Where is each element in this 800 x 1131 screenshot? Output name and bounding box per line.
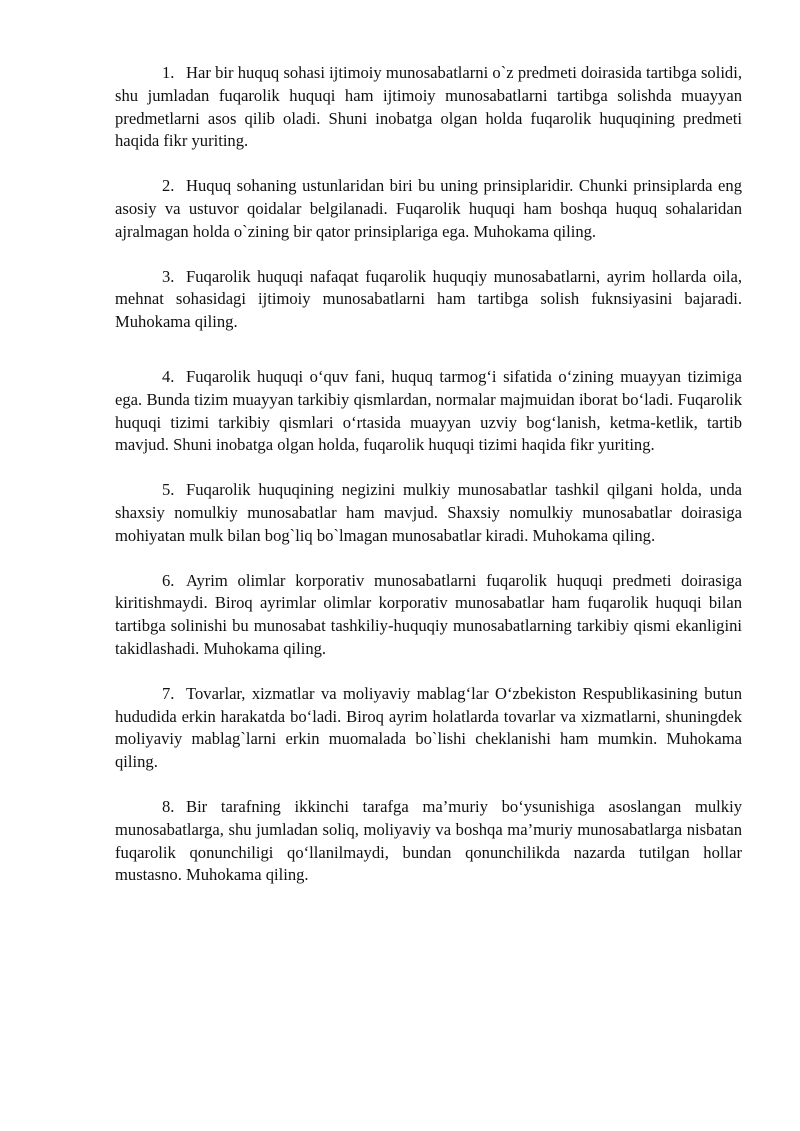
item-text: Fuqarolik huquqi nafaqat fuqarolik huquqiy munosabatlarni, ayrim hollarda oila, mehnat sohasidagi ijtimoiy munosabatlarni ham tartibga solish fuknsiyasini bajaradi. Muhokama qiling. bbox=[115, 266, 742, 332]
list-item-8 bbox=[115, 796, 742, 887]
item-text: Har bir huquq sohasi ijtimoiy munosabatlarni o`z predmeti doirasida tartibga solidi, shu jumladan fuqarolik huquqi ham ijtimoiy munosabatlarni tartibga solishda muayyan predmetlarni asos qilib oladi. Shuni inobatga olgan holda fuqarolik huquqining predmeti haqida fikr yuriting. bbox=[115, 63, 742, 151]
item-number: 7. bbox=[162, 683, 175, 703]
item-text: Huquq sohaning ustunlaridan biri bu uning prinsiplaridir. Chunki prinsiplarda eng asosiy va ustuvor qoidalar belgilanadi. Fuqarolik huquqi ham boshqa huquq sohalaridan ajralmagan holda o`zining bir qator prinsiplariga ega. Muhokama qiling. bbox=[115, 176, 742, 241]
item-text: Fuqarolik huquqining negizini mulkiy munosabatlar tashkil qilgani holda, unda shaxsiy nomulkiy munosabatlar ham mavjud. Shaxsiy nomulkiy munosabatlar doirasiga mohiyatan mulk bilan bog`liq bo`lmagan munosabatlar kiradi. Muhokama qiling. bbox=[115, 480, 742, 545]
list-item-2 bbox=[115, 175, 742, 243]
list-item-3 bbox=[115, 266, 742, 334]
list-item-4 bbox=[115, 366, 742, 457]
document-body bbox=[115, 62, 742, 887]
item-number: 1. bbox=[162, 63, 175, 82]
item-number: 4. bbox=[162, 366, 175, 386]
list-item-6 bbox=[115, 570, 742, 661]
list-item-7 bbox=[115, 683, 742, 774]
item-number: 2. bbox=[162, 176, 175, 196]
item-text: Fuqarolik huquqi o‘quv fani, huquq tarmog‘i sifatida o‘zining muayyan tizimiga ega. Bunda tizim muayyan tarkibiy qismlardan, normalar majmuidan iborat bo‘ladi. Fuqarolik huquqi tizimi tarkibiy qismlari o‘rtasida muayyan uzviy bog‘lanish, ketma-ketlik, tartib mavjud. Shuni inobatga olgan holda, fuqarolik huquqi tizimi haqida fikr yuriting. bbox=[115, 366, 742, 455]
list-item-5 bbox=[115, 479, 742, 547]
item-number: 6. bbox=[162, 570, 175, 590]
item-number: 5. bbox=[162, 480, 175, 500]
list-item-1 bbox=[115, 62, 742, 153]
item-text: Ayrim olimlar korporativ munosabatlarni fuqarolik huquqi predmeti doirasiga kiritishmaydi. Biroq ayrimlar olimlar korporativ munosabatlar ham fuqarolik huquqi bilan tartibga solinishi bu munosabat tashkiliy-huquqiy munosabatlarning tarkibiy qismi ekanligini takidlashadi. Muhokama qiling. bbox=[115, 570, 742, 658]
item-number: 8. bbox=[162, 796, 175, 816]
item-number: 3. bbox=[162, 266, 175, 286]
item-text: Bir tarafning ikkinchi tarafga ma’muriy bo‘ysunishiga asoslangan mulkiy munosabatlarga, shu jumladan soliq, moliyaviy va boshqa ma’muriy munosabatlarga nisbatan fuqarolik qonunchiligi qo‘llanilmaydi, bundan qonunchilikda nazarda tutilgan hollar mustasno. Muhokama qiling. bbox=[115, 796, 742, 885]
item-text: Tovarlar, xizmatlar va moliyaviy mablag‘lar O‘zbekiston Respublikasining butun hududida erkin harakatda bo‘ladi. Biroq ayrim holatlarda tovarlar va xizmatlarni, shuningdek moliyaviy mablag`larni erkin muomalada bo`lishi cheklanishi ham mumkin. Muhokama qiling. bbox=[115, 683, 742, 772]
